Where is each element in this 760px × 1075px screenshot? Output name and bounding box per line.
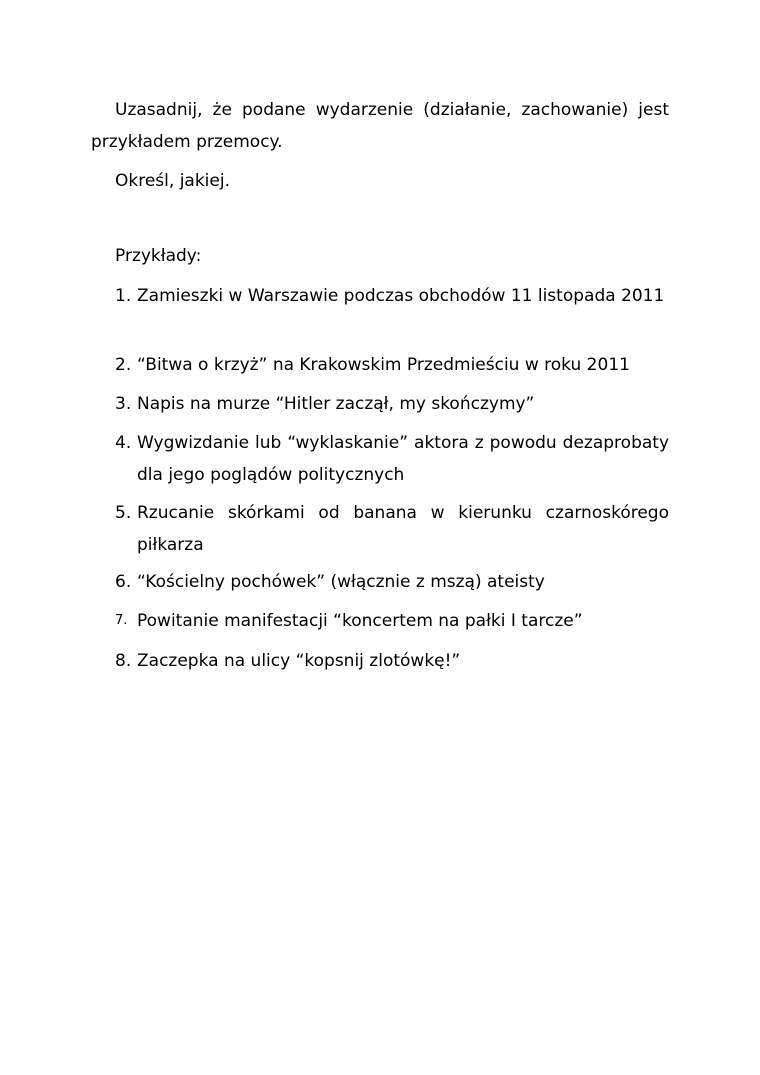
list-item-number: 8. (115, 651, 132, 671)
list-item-number: 7. (115, 613, 128, 628)
list-item-text: Wygwizdanie lub “wyklaskanie” aktora z powodu dezaprobaty dla jego poglądów politycznych (137, 433, 669, 485)
instruction-paragraph: Uzasadnij, że podane wydarzenie (działanie, zachowanie) jest przykładem przemocy. (91, 100, 669, 152)
list-item-number: 3. (115, 394, 132, 414)
list-item-number: 6. (115, 572, 132, 592)
list-item-number: 1. (115, 286, 132, 306)
list-item-number: 5. (115, 503, 132, 523)
list-item-text: Rzucanie skórkami od banana w kierunku czarnoskórego piłkarza (137, 503, 669, 555)
list-item-text: Powitanie manifestacji “koncertem na pałki I tarcze” (137, 611, 583, 631)
list-item-text: “Bitwa o krzyż” na Krakowskim Przedmieściu w roku 2011 (137, 355, 630, 375)
list-item-number: 4. (115, 433, 132, 453)
list-item-text: “Kościelny pochówek” (włącznie z mszą) ateisty (137, 572, 545, 592)
list-item-number: 2. (115, 355, 132, 375)
list-item-text: Zaczepka na ulicy “kopsnij zlotówkę!” (137, 651, 461, 671)
list-item-text: Zamieszki w Warszawie podczas obchodów 11 listopada 2011 (137, 286, 665, 306)
list-item-text: Napis na murze “Hitler zaczął, my skończymy” (137, 394, 535, 414)
question-paragraph: Określ, jakiej. (115, 171, 230, 191)
examples-heading: Przykłady: (115, 246, 202, 266)
